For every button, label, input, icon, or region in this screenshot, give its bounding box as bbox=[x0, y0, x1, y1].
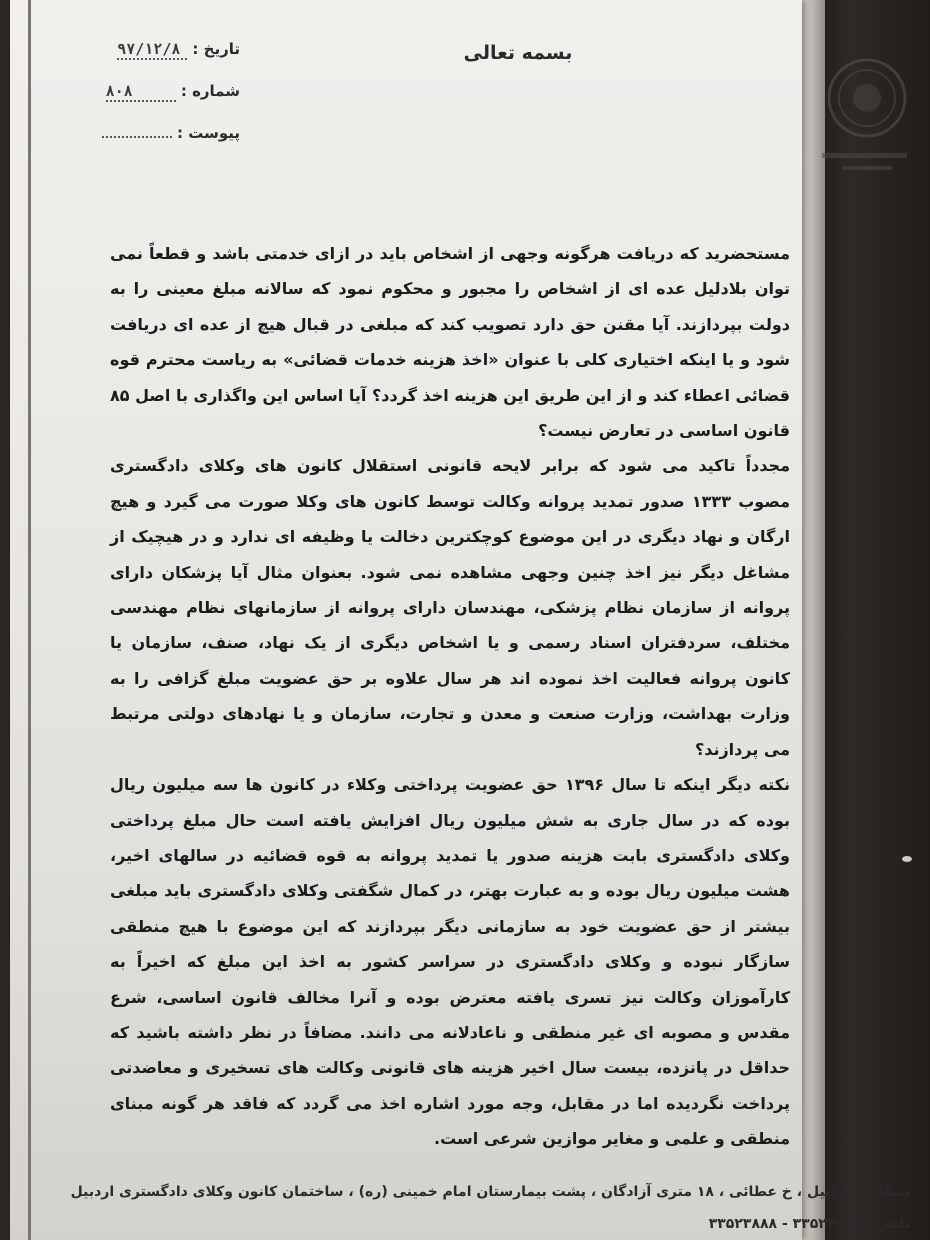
footer-phone: تلفن : ۳۳۵۲۴۹۹۹ - ۳۳۵۲۳۸۸۸ bbox=[708, 1216, 910, 1232]
letter-heading: بسمه تعالی bbox=[463, 42, 573, 64]
letter-footer bbox=[70, 1184, 910, 1232]
attachment-label: پیوست : bbox=[176, 124, 240, 142]
number-label: شماره : bbox=[180, 82, 240, 100]
attachment-value bbox=[102, 136, 172, 138]
letter-sheet bbox=[10, 0, 802, 1240]
date-label: تاریخ : bbox=[192, 40, 240, 58]
paragraph-1: مستحضرید که دریافت هرگونه وجهی از اشخاص باید در ازای خدمتی باشد و قطعاً نمی توان بلادلیل عده ای از اشخاص را مجبور و محکوم نمود که سالانه مبلغ معینی را به دولت بپردازند. آیا مقنن حق دارد تصویب کند که مبلغی در قبال هیچ از عده ای دریافت شود و یا اینکه اختیاری کلی با عنوان «اخذ هزینه خدمات قضائی» به ریاست محترم قوه قضائی اعطاء کند و از این طریق این هزینه اخذ گردد؟ آیا اساس این واگذاری با اصل ۸۵ قانون اساسی در تعارض نیست؟ bbox=[110, 244, 790, 441]
faded-seal-emblem-icon bbox=[812, 28, 912, 178]
paper-mark bbox=[902, 856, 912, 862]
date-value: ۹۷/۱۲/۸ bbox=[117, 40, 187, 60]
number-row bbox=[80, 82, 240, 124]
number-value: ۸۰۸ bbox=[106, 82, 176, 102]
paragraph-2: مجدداً تاکید می شود که برابر لایحه قانونی استقلال کانون های وکلای دادگستری مصوب ۱۳۳۳ صدور تمدید پروانه وکالت توسط کانون های وکلا صورت می گیرد و هیچ ارگان و نهاد دیگری در این موضوع کوچکترین دخالت یا وظیفه ای ندارد و در هیچیک از مشاغل دیگر نیز اخذ چنین وجهی مشاهده نمی شود. بعنوان مثال آیا پزشکان دارای پروانه از سازمان نظام پزشکی، مهندسان دارای پروانه از سازمانهای نظام مهندسی مختلف، سردفتران اسناد رسمی و یا اشخاص دیگری از یک نهاد، صنف، سازمان یا کانون پروانه فعالیت اخذ نموده اند هر سال علاوه بر حق عضویت مبلغ گزافی را به وزارت بهداشت، وزارت صنعت و معدن و تجارت، سازمان و یا نهادهای دولتی مرتبط می پردازند؟ bbox=[110, 456, 790, 759]
footer-address: نشانی : اردبیل ، خ عطائی ، ۱۸ متری آزادگان ، پشت بیمارستان امام خمینی (ره) ، ساختمان کانون وکلای دادگستری اردبیل bbox=[70, 1184, 910, 1200]
letter-meta bbox=[80, 40, 240, 166]
letter-body bbox=[110, 236, 790, 1157]
paragraph-3: نکته دیگر اینکه تا سال ۱۳۹۶ حق عضویت پرداختی وکلاء در کانون ها سه میلیون ریال بوده که در سال جاری به شش میلیون ریال افزایش یافته است حال مبلغ پرداختی وکلای دادگستری بابت هزینه صدور یا تمدید پروانه به قوه قضائیه در سالهای اخیر، هشت میلیون ریال بوده و به عبارت بهتر، در کمال شگفتی وکلای دادگستری باید مبلغی بیشتر از حق عضویت خود به سازمانی دیگر بپردازند که این موضوع با هیچ منطقی سازگار نبوده و وکلای دادگستری در سراسر کشور به اخذ این مبلغ که اخیراً به کارآموزان وکالت نیز تسری یافته معترض بوده و آنرا مخالف قانون اساسی، شرع مقدس و مصوبه ای غیر منطقی و ناعادلانه می دانند. مضافاً در نظر داشته باشید که حداقل در پانزده، بیست سال اخیر هزینه های قانونی وکالت های تسخیری و معاضدتی پرداخت نگردیده اما در مقابل، وجه مورد اشاره اخذ می گردد که فاقد هر گونه مبنای منطقی و علمی و مغایر موازین شرعی است. bbox=[110, 775, 790, 1149]
date-row bbox=[80, 40, 240, 82]
attachment-row bbox=[80, 124, 240, 166]
left-margin-line bbox=[28, 0, 31, 1240]
